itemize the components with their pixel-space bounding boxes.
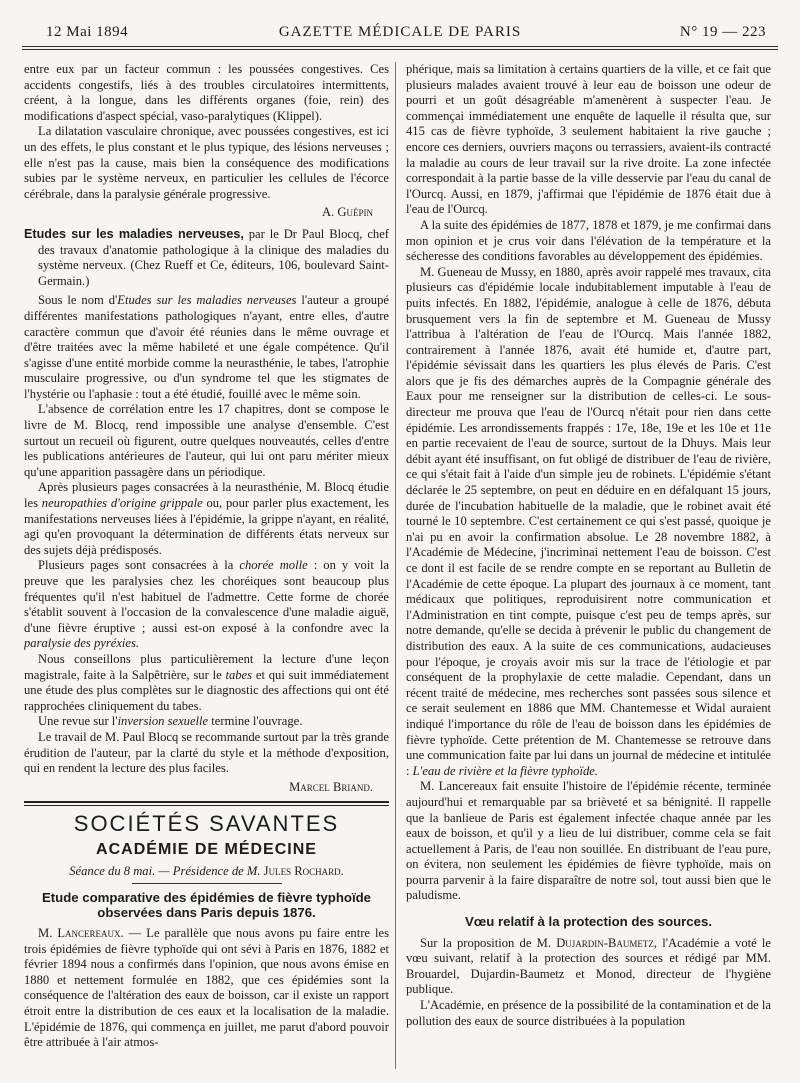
paragraph: A la suite des épidémies de 1877, 1878 et 1879, je me confirmai dans mon opinion et je crus voir dans l'élévation de la température et la sécheresse des conditions favorables au développement des épidémies. (406, 217, 771, 264)
seance-line: Séance du 8 mai. — Présidence de M. Jules Rochard. (69, 863, 344, 878)
header-journal-title: GAZETTE MÉDICALE DE PARIS (278, 24, 522, 40)
section-heading-societes: SOCIÉTÉS SAVANTES (73, 811, 340, 837)
paragraph: Après plusieurs pages consacrées à la neurasthénie, M. Blocq étudie les neuropathies d'origine grippale ou, pour parler plus exactement, les manifestations nerveuses liées à l'épidémie, la grippe n'ayant, en réalité, agi qu'en provoquant la détermination de différents états nerveux sur des sujets déjà prédisposés. (24, 480, 389, 557)
paragraph: Sur la proposition de M. Dujardin-Baumetz, l'Académie a voté le vœu suivant, relatif à la protection des sources et rédigé par MM. Brouardel, Dujardin-Baumetz et Monod, directeur de l'hygiène publique. (406, 935, 771, 997)
paragraph: M. Lancereaux. — Le parallèle que nous avons pu faire entre les trois épidémies de fièvre typhoïde qui ont sévi à Paris en 1876, 1882 et février 1894 nous a confirmés dans l'opinion, que nous avons émise en 1880 et nettement formulée en 1882, que ces épidémies sont la conséquence de l'altération des eaux de boisson, car il existe un rapport étroit entre la distribution de ces eaux et la localisation de la maladie. L'épidémie de 1876, qui commença en juillet, me parut d'abord pouvoir être attribuée à l'air atmos- (24, 926, 389, 1050)
right-column (406, 62, 771, 1065)
book-info: par le Dr Paul Blocq, chef des travaux d'anatomie pathologique à la clinique des maladies du système nerveux. (Chez Rueff et Ce, éditeurs, 106, boulevard Saint-Germain.) (38, 226, 389, 288)
page-header (28, 20, 772, 48)
book-title: Etudes sur les maladies nerveuses, (24, 226, 244, 241)
section-rule (24, 801, 389, 806)
header-date: 12 Mai 1894 (46, 24, 129, 40)
signature-briand: Marcel Briand. (289, 779, 373, 794)
paragraph: Le travail de M. Paul Blocq se recommande surtout par la très grande érudition de l'auteur, par la clarté du style et la méthode d'exposition, qui en rendent la lecture des plus faciles. (24, 729, 389, 776)
paragraph: phérique, mais sa limitation à certains quartiers de la ville, et ce fait que plusieurs malades avaient trouvé à leur eau de boisson une odeur de pourri et un goût désagréable m'amenèrent à suspecter l'eau. Je commençai immédiatement une enquête de laquelle il résulta que, sur 415 cas de fièvre typhoïde, 3 seulement habitaient la rive gauche ; encore ces derniers, ouvriers maçons ou terrassiers, avaient-ils contracté la maladie au cours de leur travail sur la rive droite. La zone infectée correspondait à la partie basse de la ville desservie par l'eau du canal de l'Ourcq. Aussi, en 1879, j'affirmai que l'épidémie de 1876 était due à l'eau de l'Ourcq. (406, 62, 771, 217)
section-heading-academie: ACADÉMIE DE MÉDECINE (96, 840, 317, 858)
paragraph: Nous conseillons plus particulièrement la lecture d'une leçon magistrale, faite à la Salpêtrière, sur le tabes et qui suit immédiatement une étude des plus complètes sur le diagnostic des affections qui ont été rapprochées cliniquement du tabes. (24, 651, 389, 713)
topic-heading-voeu: Vœu relatif à la protection des sources. (465, 914, 712, 930)
paragraph: Plusieurs pages sont consacrées à la chorée molle : on y voit la preuve que les paralysies chez les choréiques sont beaucoup plus fréquentes qu'il n'est habituel de l'admettre. Cette forme de chorée s'établit souvent à l'occasion de la convalescence d'une maladie aiguë, d'une fièvre éruptive ; aussi est-on exposé à la confondre avec la paralysie des pyréxies. (24, 558, 389, 651)
paragraph: M. Gueneau de Mussy, en 1880, après avoir rappelé mes travaux, cita plusieurs cas d'épidémie locale indubitablement imputable à l'eau de puits infectés. En 1882, l'épidémie, analogue à celle de 1876, débuta brusquement vers la fin de septembre et M. Gueneau de Mussy l'attribua à l'altération de l'eau de l'Ourcq. Mais l'année 1882, contrairement à l'année 1876, avait été humide et, d'autre part, l'épidémie sévissait dans les quartiers les plus élevés de Paris. C'est alors que je fis des démarches auprès de la Compagnie générale des Eaux pour me renseigner sur la distribution de celles-ci. Le sous-directeur me prouva que l'eau de l'Ourcq n'était pour rien dans cette épidémie. Les arrondissements frappés : 17e, 18e, 19e et les 10e et 11e en partie recevaient de l'eau de source, surtout de la Dhuys. Mais leur débit ayant été insuffisant, on fut obligé de distribuer de l'eau de rivière, ce qui s'était fait à l'aide d'un simple jeu de robinets. L'épidémie s'étant déclarée le 25 septembre, on peut en déduire en en défalquant 15 jours, durée de l'incubation habituelle de la maladie, que le robinet avait été tourné le 10 septembre. C'est certainement ce qui s'est passé, quoique je n'ai pu en avoir la confirmation absolue. Le 28 novembre 1882, à l'Académie de Médecine, j'incriminai nettement l'eau de boisson. C'est ce dont il est facile de se rendre compte en se reportant au Bulletin de l'Académie de cette époque. La plupart des journaux à ce moment, tant médicaux que politiques, reproduisirent notre communication et l'Administration en tint compte, puisque c'est peu de temps après, sur notre demande, qu'elle se decida à prévenir le public du changement de distribution des eaux. A la suite de ces communications, audacieuses pour l'époque, je croyais avoir mis sur la trace de l'étiologie et par conséquent de la prophylaxie de cette maladie. Cependant, dans un récent traité de médecine, mes recherches sont passées sous silence et ce serait seulement en 1886 que MM. Chantemesse et Widal auraient indiqué l'importance du rôle de l'eau de boisson dans les épidémies de fièvre typhoïde. Cette prétention de M. Chantemesse se retrouve dans une communication faite par lui dans un journal de médecine et intitulée : L'eau de rivière et la fièvre typhoïde. (406, 264, 771, 778)
column-divider (395, 62, 396, 1069)
header-page-number: N° 19 — 223 (679, 24, 766, 40)
paragraph: M. Lancereaux fait ensuite l'histoire de l'épidémie récente, terminée aujourd'hui et remarquable par sa brièveté et sa bénignité. Il rappelle que la banlieue de Paris est également infectée chaque année par les eaux de boisson, et qu'il y a lieu de lui distribuer, comme cela se fait actuellement à Paris, de l'eau non souillée. En distribuant de l'eau pure, on évitera, non seulement les épidémies de fièvre typhoïde, mais on pourra parvenir à la faire disparaître de notre sol, tout aussi bien que le paludisme. (406, 779, 771, 903)
paragraph: Sous le nom d'Etudes sur les maladies nerveuses l'auteur a groupé différentes manifestations pathologiques n'ayant, entre elles, d'autre caractère commun que d'avoir été réunies dans le même ouvrage et d'être traitées avec la même habileté et une égale compétence. Qu'il s'agisse d'une entité morbide comme la neurasthénie, le tabes, l'atrophie musculaire progressive, ou d'un syndrome tel que les stigmates de l'hystérie ou l'aphasie : tout a été étudié, fouillé avec le même soin. (24, 293, 389, 401)
header-rule (22, 46, 778, 50)
paragraph: Une revue sur l'inversion sexuelle termine l'ouvrage. (38, 714, 303, 729)
left-column (24, 62, 389, 1065)
topic-heading: Etude comparative des épidémies de fièvre typhoïde observées dans Paris depuis 1876. (41, 890, 372, 921)
paragraph: La dilatation vasculaire chronique, avec poussées congestives, est ici un des effets, le plus constant et le plus typique, des lésions nerveuses ; elle n'est pas la cause, mais bien la conséquence des modifications subies par le système nerveux, en particulier les cellules de l'écorce cérébrale, dans la paralysie générale progressive. (24, 124, 389, 201)
divider (132, 883, 282, 884)
book-review-heading (24, 227, 389, 289)
paragraph: L'Académie, en présence de la possibilité de la contamination et de la pollution des eaux de source distribuées à la population (406, 998, 771, 1028)
signature-guepin: A. Guépin (322, 205, 373, 220)
paragraph: L'absence de corrélation entre les 17 chapitres, dont se compose le livre de M. Blocq, rend impossible une analyse d'ensemble. C'est surtout un recueil où figurent, outre quelques nouveautés, celles d'entre les publications antérieures de l'auteur, qui lui ont paru mériter mieux qu'une apparition passagère dans un périodique. (24, 402, 389, 479)
paragraph: entre eux par un facteur commun : les poussées congestives. Ces accidents congestifs, liés à des troubles circulatoires intermittents, créent, à la longue, dans les différents organes (foie, rein) des modifications d'aspect spécial, vaso-paralytiques (Klippel). (24, 62, 389, 123)
